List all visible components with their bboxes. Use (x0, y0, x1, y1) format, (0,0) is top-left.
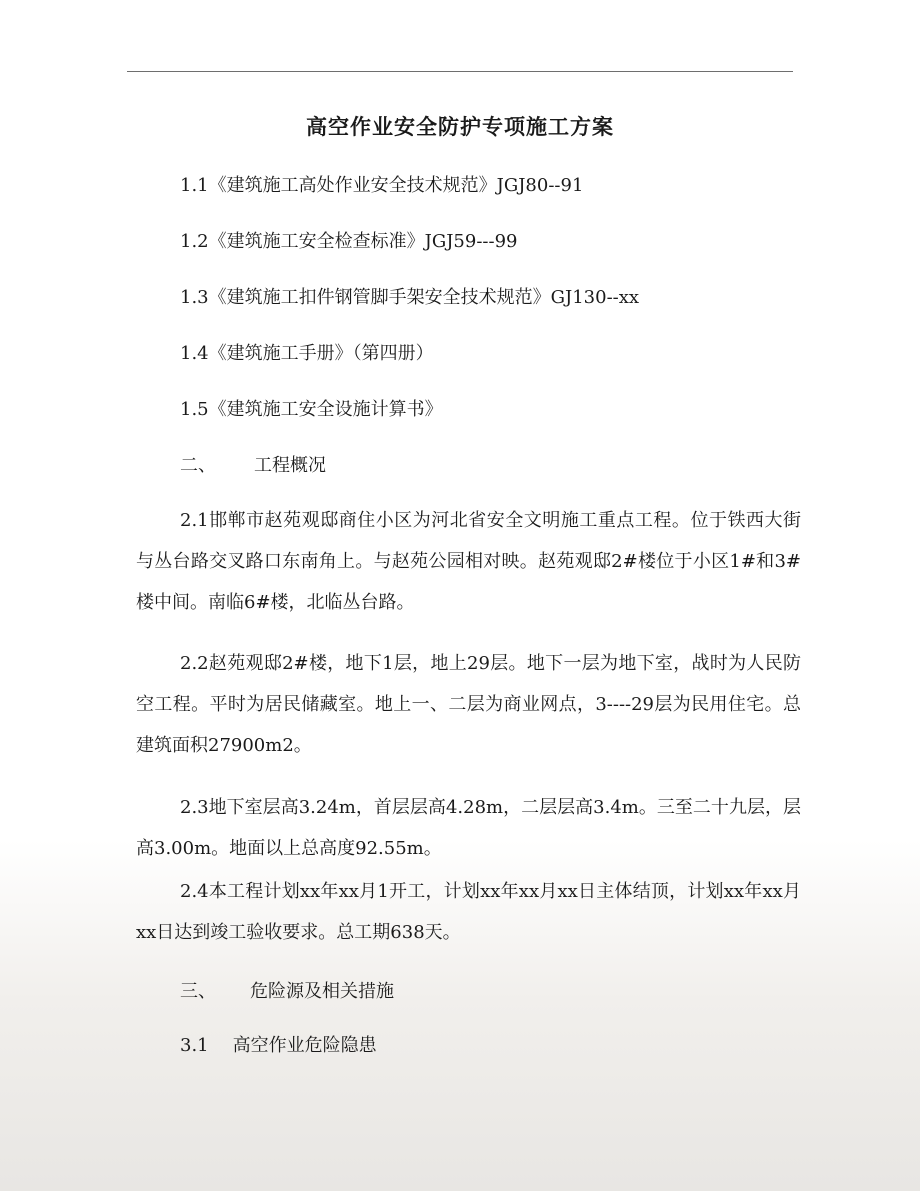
subsection-heading (180, 1034, 377, 1058)
reference-item: 1.1《建筑施工高处作业安全技术规范》JGJ80--91 (180, 175, 584, 196)
section-number: 三、 (180, 981, 216, 1002)
paragraph: 2.1邯郸市赵苑观邸商住小区为河北省安全文明施工重点工程。位于铁西大街与丛台路交叉路口东南角上。与赵苑公园相对映。赵苑观邸2#楼位于小区1#和3#楼中间。南临6#楼，北临丛台路。 (136, 510, 801, 613)
paragraph: 2.3地下室层高3.24m，首层层高4.28m，二层层高3.4m。三至二十九层，层高3.00m。地面以上总高度92.55m。 (136, 797, 801, 859)
reference-item: 1.2《建筑施工安全检查标准》JGJ59---99 (180, 231, 518, 252)
subsection-number: 3.1 (180, 1035, 209, 1056)
section-heading (180, 454, 326, 478)
header-rule (127, 71, 793, 72)
reference-item: 1.4《建筑施工手册》（第四册） (180, 343, 434, 364)
section-title: 危险源及相关措施 (250, 981, 394, 1002)
section-heading (180, 980, 394, 1004)
section-title: 工程概况 (254, 455, 326, 476)
reference-item: 1.5《建筑施工安全设施计算书》 (180, 399, 443, 420)
reference-item: 1.3《建筑施工扣件钢管脚手架安全技术规范》GJ130--xx (180, 287, 640, 308)
paragraph: 2.2赵苑观邸2#楼，地下1层，地上29层。地下一层为地下室，战时为人民防空工程。平时为居民储藏室。地上一、二层为商业网点，3----29层为民用住宅。总建筑面积27900m2。 (136, 653, 801, 756)
paragraph: 2.4本工程计划xx年xx月1开工，计划xx年xx月xx日主体结顶，计划xx年xx月xx日达到竣工验收要求。总工期638天。 (136, 881, 801, 943)
document-title: 高空作业安全防护专项施工方案 (306, 114, 614, 139)
subsection-title: 高空作业危险隐患 (232, 1035, 377, 1056)
section-number: 二、 (180, 455, 216, 476)
